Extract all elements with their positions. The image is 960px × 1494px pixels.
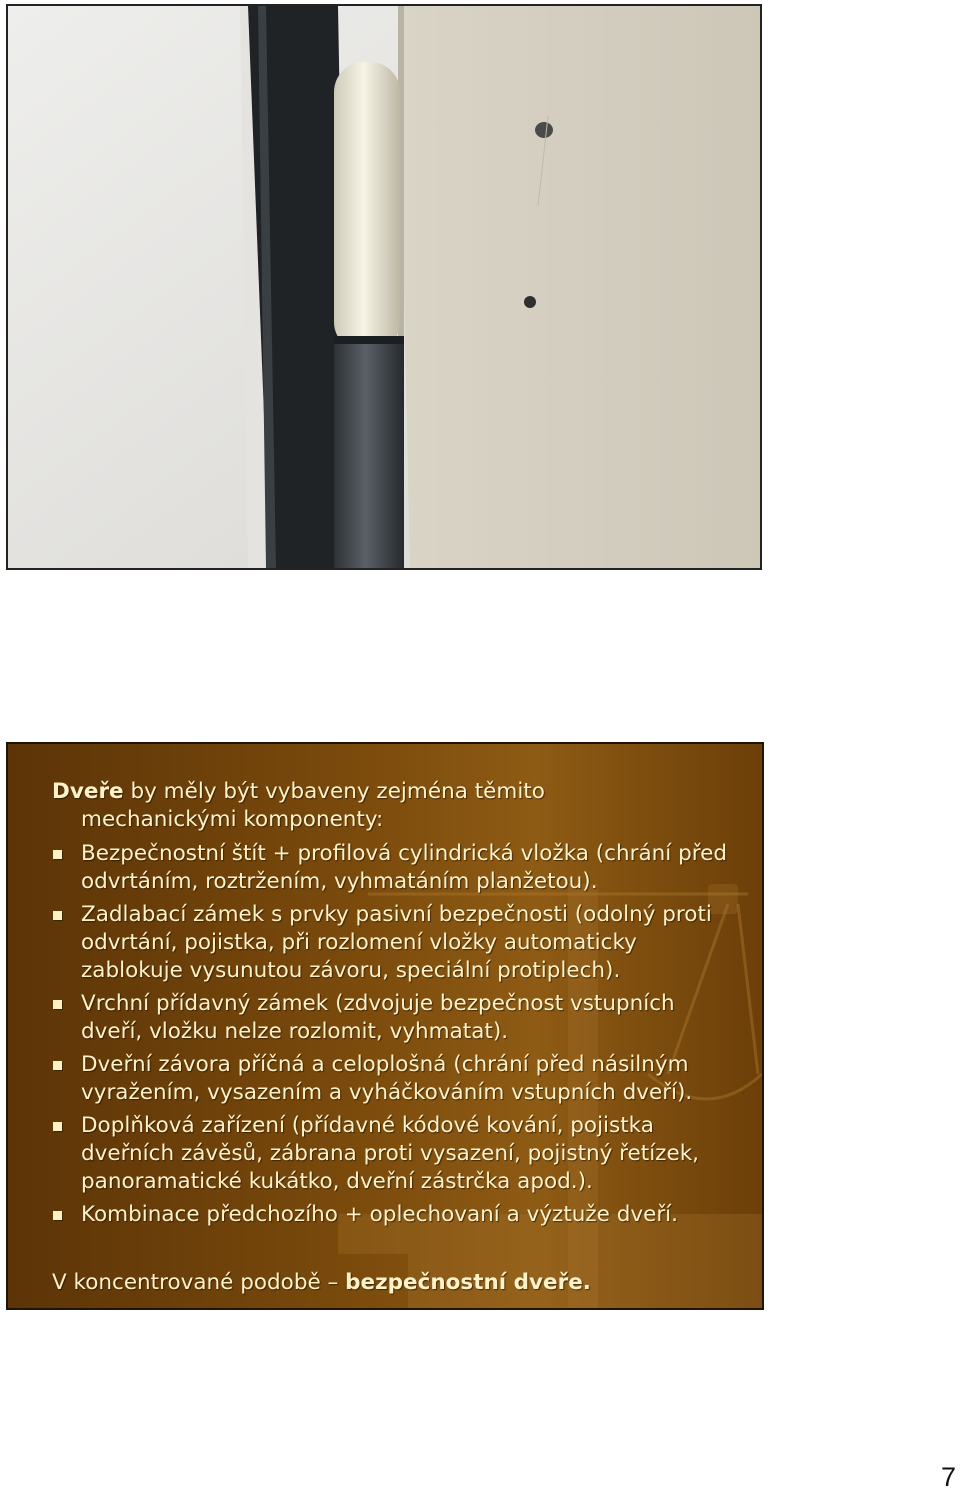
closing-plain-text: V koncentrované podobě –	[52, 1270, 346, 1295]
square-bullet-icon	[53, 1061, 62, 1070]
intro-line-1: by měly být vybaveny zejména těmito	[123, 779, 545, 804]
list-item-text: Vrchní přídavný zámek (zdvojuje bezpečnost vstupních dveří, vložku nelze rozlomit, vyhmatat).	[81, 991, 675, 1044]
list-item	[52, 1201, 732, 1229]
list-item	[52, 1112, 732, 1196]
square-bullet-icon	[53, 850, 62, 859]
square-bullet-icon	[53, 1211, 62, 1220]
list-item-text: Dveřní závora příčná a celoplošná (chrání před násilným vyražením, vysazením a vyháčkováním vstupních dveří).	[81, 1052, 693, 1105]
list-item	[52, 840, 732, 896]
square-bullet-icon	[53, 1122, 62, 1131]
bullet-list	[52, 840, 732, 1229]
page-number: 7	[940, 1462, 956, 1492]
intro-paragraph	[52, 778, 732, 834]
closing-bold-text: bezpečnostní dveře.	[345, 1270, 591, 1295]
slide-panel	[6, 742, 764, 1310]
door-hinge-photo-icon	[8, 6, 760, 568]
closing-line	[52, 1269, 732, 1297]
square-bullet-icon	[53, 911, 62, 920]
list-item-text: Bezpečnostní štít + profilová cylindrická vložka (chrání před odvrtáním, roztržením, vyhmatáním planžetou).	[81, 841, 727, 894]
list-item-text: Doplňková zařízení (přídavné kódové kování, pojistka dveřních závěsů, zábrana proti vysazení, pojistný řetízek, panoramatické kukátko, dveřní zástrčka apod.).	[81, 1113, 699, 1194]
list-item-text: Kombinace předchozího + oplechovaní a výztuže dveří.	[81, 1202, 678, 1227]
door-hinge-photo	[6, 4, 762, 570]
list-item-text: Zadlabací zámek s prvky pasivní bezpečnosti (odolný proti odvrtání, pojistka, při rozlomení vložky automaticky zablokuje vysunutou závoru, speciální protiplech).	[81, 902, 712, 983]
intro-bold-word: Dveře	[52, 779, 124, 804]
square-bullet-icon	[53, 1000, 62, 1009]
list-item	[52, 990, 732, 1046]
list-item	[52, 1051, 732, 1107]
intro-line-2: mechanickými komponenty:	[81, 807, 384, 832]
list-item	[52, 901, 732, 985]
